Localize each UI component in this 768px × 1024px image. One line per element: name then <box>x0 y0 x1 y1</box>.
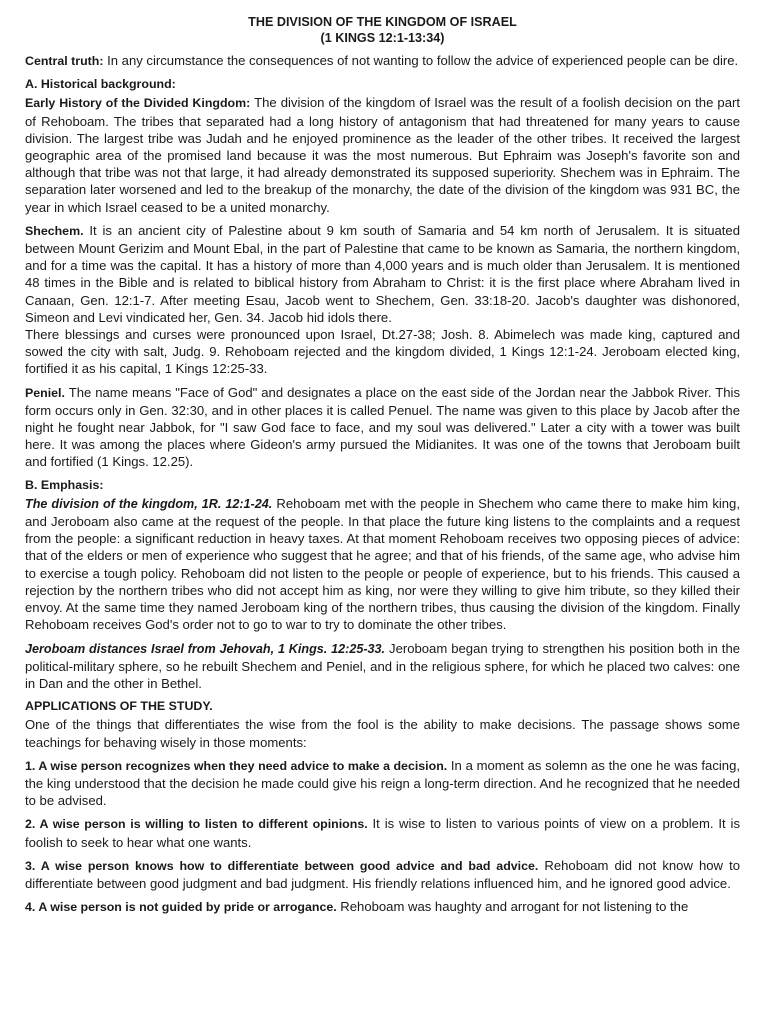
shechem-label: Shechem. <box>25 223 84 238</box>
shechem-paragraph <box>25 222 740 326</box>
application-item-1-label: 1. A wise person recognizes when they need advice to make a decision. <box>25 758 448 773</box>
peniel-text: The name means "Face of God" and designates a place on the east side of the Jordan near the Jabbok River. This form occurs only in Gen. 32:30, and in other places it is called Penuel. The name was given to this place by Jacob after the night he fought near Jabbok, for "I saw God face to face, and my soul was delivered." Later a city with a tower was built here. It was among the places where Gideon's army pursued the Midianites. It was one of the towns that Jeroboam built and fortified (1 Kings. 12.25). <box>25 384 740 470</box>
application-item-3-text: Rehoboam did not know how to differentiate between good judgment and bad judgment. His friendly relations influenced him, and he ignored good advice. <box>25 857 740 891</box>
applications-intro: One of the things that differentiates the wise from the fool is the ability to make decisions. The passage shows some teachings for behaving wisely in those moments: <box>25 717 740 750</box>
section-b-heading: B. Emphasis: <box>25 477 104 492</box>
application-item-4-label: 4. A wise person is not guided by pride or arrogance. <box>25 900 337 915</box>
shechem-paragraph-continued: There blessings and curses were pronounced upon Israel, Dt.27-38; Josh. 8. Abimelech was made king, captured and sowed the city with salt, Judg. 9. Rehoboam rejected and the kingdom divided, 1 Kings 12:1-24. Jeroboam elected king, fortified it as his capital, 1 Kings 12:25-33. <box>25 327 740 377</box>
title-line-2: (1 KINGS 12:1-13:34) <box>320 31 445 45</box>
application-item-3 <box>25 857 740 892</box>
application-item-3-label: 3. A wise person knows how to differentiate between good advice and bad advice. <box>25 858 539 873</box>
division-paragraph <box>25 495 740 634</box>
central-truth-text: In any circumstance the consequences of not wanting to follow the advice of experienced people can be dire. <box>103 53 739 68</box>
title-line-1: THE DIVISION OF THE KINGDOM OF ISRAEL <box>248 15 517 29</box>
central-truth-paragraph <box>25 52 740 70</box>
central-truth-label: Central truth: <box>25 54 104 68</box>
document-title <box>25 14 740 46</box>
application-item-2-label: 2. A wise person is willing to listen to different opinions. <box>25 817 368 832</box>
distances-label: Jeroboam distances Israel from Jehovah, 1 Kings. 12:25-33. <box>25 641 386 656</box>
application-item-1-text: In a moment as solemn as the one he was facing, the king understood that the decision he made could give his reign a long-term direction. And he recognized that he needed to be advised. <box>25 757 740 809</box>
application-item-2-text: It is wise to listen to various points of view on a problem. It is foolish to seek to hear what one wants. <box>25 816 740 850</box>
distances-paragraph <box>25 640 740 693</box>
application-item-4-text: Rehoboam was haughty and arrogant for not listening to the <box>336 899 689 915</box>
section-a-heading: A. Historical background: <box>25 77 176 92</box>
application-item-1 <box>25 757 740 810</box>
early-history-paragraph <box>25 94 740 215</box>
application-item-4 <box>25 898 740 916</box>
distances-text: Jeroboam began trying to strengthen his position both in the political-military sphere, so he rebuilt Shechem and Peniel, and in the religious sphere, for which he placed two calves: one in Dan and the other in Bethel. <box>25 640 741 691</box>
early-history-label: Early History of the Divided Kingdom: <box>25 96 251 111</box>
peniel-paragraph <box>25 384 740 471</box>
division-label: The division of the kingdom, 1R. 12:1-24. <box>25 496 273 511</box>
peniel-label: Peniel. <box>25 385 65 400</box>
application-item-2 <box>25 815 740 850</box>
shechem-text: It is an ancient city of Palestine about 9 km south of Samaria and 54 km north of Jerusalem. It is situated between Mount Gerizim and Mount Ebal, in the part of Palestine that came to be known as Samaria, the northern kingdom, and for a time was the capital. It has a history of more than 4,000 years and is much older than Jerusalem. It is mentioned 48 times in the Bible and is related to biblical history from Abraham to Christ: it is the first place where Abraham lived in Canaan, Gen. 12:1-7. After meeting Esau, Jacob went to Shechem, Gen. 33:18-20. Jacob's daughter was dishonored, Simeon and Levi vindicated her, Gen. 34. Jacob hid idols there. <box>25 222 740 325</box>
early-history-text: The division of the kingdom of Israel was the result of a foolish decision on the part of Rehoboam. The tribes that separated had a long history of antagonism that had threatened for many years to cause division. The largest tribe was Judah and he enjoyed prominence as the leader of the other tribes. It received the largest geographic area of the promised land because it was the most numerous. But Ephraim was Joseph's favorite son and although that tribe was not that large, it had already demonstrated its supposed superiority. Shechem was in Ephraim. The separation later worsened and led to the breakup of the monarchy, the date of the division of the kingdom was 931 BC, the year in which Israel ceased to be a united monarchy. <box>25 95 740 215</box>
applications-heading: APPLICATIONS OF THE STUDY. <box>25 699 213 714</box>
division-text: Rehoboam met with the people in Shechem who came there to make him king, and Jeroboam also came at the request of the people. In that place the future king listens to the complaints and a request from the people: a significant reduction in heavy taxes. At that moment Rehoboam receives two opposing pieces of advice: that of the elders or men of experience who suggest that he agree; and that of his friends, of the same age, who advise him to exercise a tough policy. Rehoboam did not listen to the people or people of experience, but to his friends. This caused a rejection by the northern tribes who did not accept him as king, nor were they willing to give him tribute, so they killed their envoy. At the same time they named Jeroboam king of the northern tribes, thus causing the division of the kingdom. Finally Rehoboam receives God's order not to go to war to try to dominate the other tribes. <box>25 495 740 633</box>
